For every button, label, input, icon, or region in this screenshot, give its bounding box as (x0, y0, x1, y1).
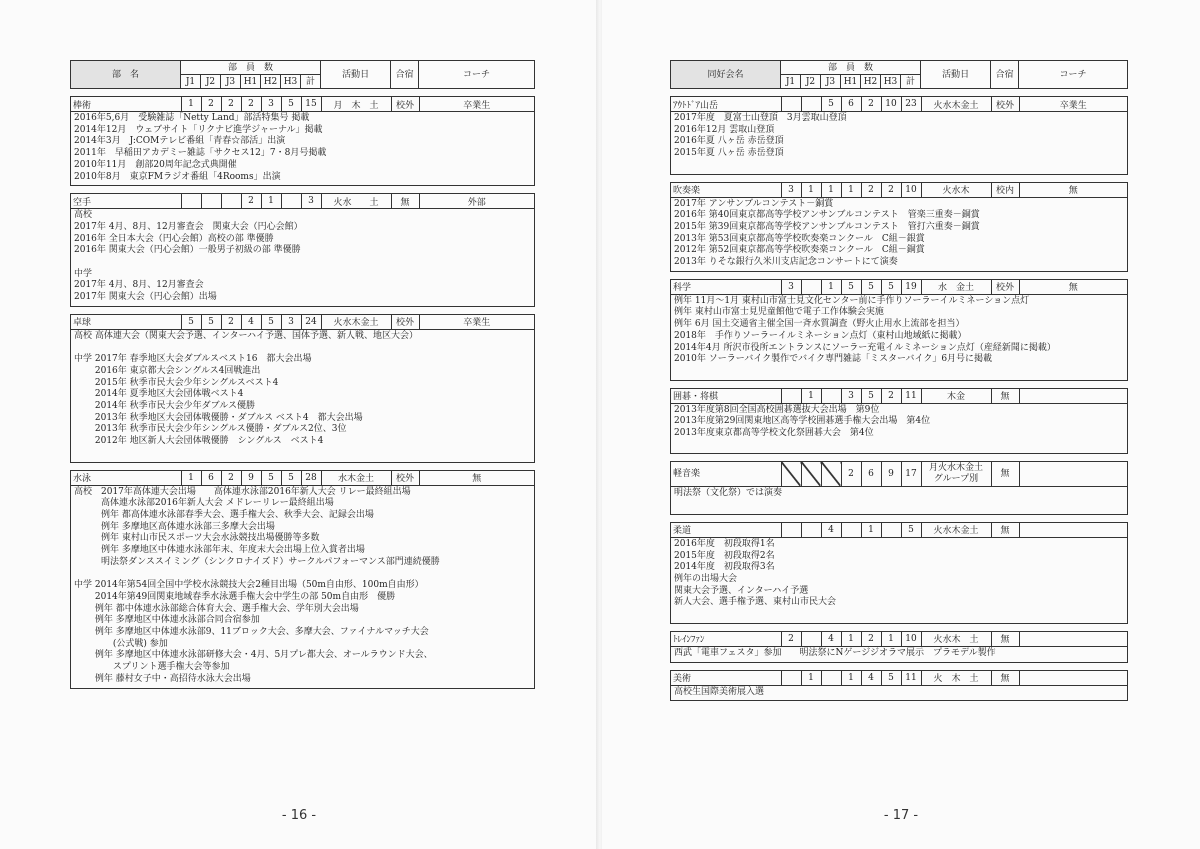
count-h3: 10 (881, 97, 901, 112)
achievement-line: 2010年 ソーラーバイク製作でバイク専門雑誌「ミスターバイク」6月号に掲載 (674, 354, 993, 365)
coach: 無 (419, 471, 534, 486)
achievement-line: 2014年12月 ウェブサイト「リクナビ進学ジャーナル」掲載 (74, 124, 323, 135)
activity-days: 水 金土 (921, 280, 991, 295)
count-j2 (801, 97, 821, 112)
count-h2: 5 (861, 280, 881, 295)
camp: 校外 (991, 97, 1019, 112)
count-h2: 4 (861, 671, 881, 686)
count-total: 15 (301, 97, 321, 112)
activity-days: 火水木 土 (921, 632, 991, 647)
coach: 卒業生 (419, 315, 534, 330)
achievement-line: (公式戦) 参加 (74, 638, 168, 649)
club-header-row (671, 523, 1127, 538)
count-j1 (781, 389, 801, 404)
activity-days: 火水木 (921, 183, 991, 198)
left-clubs (70, 96, 535, 689)
count-j3: 2 (221, 315, 241, 330)
count-j2 (801, 632, 821, 647)
count-total: 11 (901, 389, 921, 404)
achievement-line: 2014年4月 所沢市役所エントランスにソーラー充電イルミネーション点灯（産経新聞に掲載） (674, 342, 1056, 353)
achievement-line: 例年 東村山市民スポーツ大会水泳競技出場優勝等多数 (74, 533, 320, 544)
achievement-line: 2015年夏 八ヶ岳 赤岳登頂 (674, 148, 784, 159)
club-name: 柔道 (671, 523, 781, 538)
activity-days: 水木金土 (321, 471, 391, 486)
club-achievements (671, 198, 1127, 271)
count-total: 19 (901, 280, 921, 295)
count-h1: 2 (241, 194, 261, 209)
achievement-line: 例年 11月～1月 東村山市富士見文化センター前に手作りソーラーイルミネーション点灯 (674, 295, 1030, 306)
page-17 (602, 0, 1200, 849)
club-name: 吹奏楽 (671, 183, 781, 198)
achievement-line: 2016年 全日本大会（円心会館）高校の部 準優勝 (74, 233, 274, 244)
achievement-line: 高体連水泳部2016年新人大会 メドレーリレー最終組出場 (74, 498, 334, 509)
club-achievements (671, 686, 1127, 701)
count-j1 (781, 523, 801, 538)
count-h1: 6 (841, 97, 861, 112)
achievement-line (74, 448, 531, 460)
header-table-right (670, 60, 1128, 89)
club-block (70, 96, 535, 186)
achievement-line: スプリント選手権大会等参加 (74, 662, 230, 673)
achievement-line (74, 257, 531, 269)
achievement-line: 例年 藤村女子中・高招待水泳大会出場 (74, 673, 251, 684)
count-h1: 2 (241, 97, 261, 112)
achievement-line: 2010年8月 東京FMラジオ番組「4Rooms」出演 (74, 171, 281, 182)
count-j3: 2 (221, 471, 241, 486)
camp: 校外 (391, 471, 419, 486)
count-h1: 9 (241, 471, 261, 486)
club-achievements (71, 112, 534, 185)
club-achievements (71, 330, 534, 462)
count-h3: 2 (881, 183, 901, 198)
col-h3: H3 (281, 75, 301, 89)
count-j3: 5 (821, 97, 841, 112)
count-h2: 1 (861, 523, 881, 538)
club-name: 水泳 (71, 471, 181, 486)
club-block (70, 314, 535, 463)
camp: 校外 (391, 315, 419, 330)
camp: 無 (991, 523, 1019, 538)
count-total: 23 (901, 97, 921, 112)
club-header-row (71, 315, 534, 330)
club-achievements (71, 209, 534, 306)
achievement-line: 西武「電車フェスタ」参加 明法祭にNゲージジオラマ展示 プラモデル製作 (674, 647, 996, 658)
hobby-name-header: 同好会名 (671, 61, 781, 89)
coach (1019, 462, 1127, 487)
achievement-line: 2017年 4月、8月、12月審査会 (74, 280, 204, 291)
achievement-line: 高校 高体連大会（関東大会予選、インターハイ予選、国体予選、新人戦、地区大会） (74, 330, 419, 341)
camp: 無 (391, 194, 419, 209)
achievement-line (674, 366, 1124, 378)
achievement-line: 関東大会予選、インターハイ予選 (674, 585, 809, 596)
count-j2 (801, 523, 821, 538)
achievement-line: 高校生国際美術展入選 (674, 686, 765, 697)
club-header-row (71, 97, 534, 112)
page-number: - 17 - (883, 808, 919, 823)
col-total: 計 (301, 75, 321, 89)
coach (1019, 523, 1127, 538)
club-header-row (71, 194, 534, 209)
club-header-row (671, 280, 1127, 295)
count-h3 (881, 523, 901, 538)
coach-header: コーチ (1019, 61, 1128, 89)
count-h3: 1 (881, 632, 901, 647)
col-j1: J1 (181, 75, 201, 89)
achievement-line: 2016年 関東大会（円心会館）一般男子初級の部 準優勝 (74, 245, 301, 256)
achievement-line: 高校 2017年高体連大会出場 高体連水泳部2016年新人大会 リレー最終組出場 (74, 486, 411, 497)
club-achievements (671, 295, 1127, 380)
club-name: ﾄﾚｲﾝﾌｧﾝ (671, 632, 781, 647)
count-j3: 4 (821, 632, 841, 647)
count-j2: 1 (801, 671, 821, 686)
club-achievements (671, 112, 1127, 174)
count-j2: 6 (201, 471, 221, 486)
count-j3: 4 (821, 523, 841, 538)
count-j1: 2 (781, 632, 801, 647)
col-j2: J2 (201, 75, 221, 89)
achievement-line: 2013年 秋季地区大会団体戦優勝・ダブルス ベスト4 都大会出場 (74, 412, 363, 423)
count-h2: 3 (261, 97, 281, 112)
club-block (670, 631, 1128, 663)
club-list-right (670, 60, 1128, 708)
count-total: 5 (901, 523, 921, 538)
col-j1: J1 (781, 75, 801, 89)
count-j2 (201, 194, 221, 209)
count-j3-slash (821, 462, 841, 487)
achievement-line: 例年 多摩地区中体連水泳部研修大会・4月、5月プレ都大会、オールラウンド大会、 (74, 650, 433, 661)
activity-days: 月火水木金土 グループ別 (921, 462, 991, 487)
achievement-line: 例年 多摩地区中体連水泳部年末、年度末大会出場上位入賞者出場 (74, 545, 365, 556)
achievement-line (674, 160, 1124, 172)
count-j3: 1 (821, 183, 841, 198)
club-header-row (671, 671, 1127, 686)
count-h3: 9 (881, 462, 901, 487)
club-achievements (671, 487, 1127, 513)
club-name: 空手 (71, 194, 181, 209)
achievement-line: 2012年 第52回東京都高等学校吹奏楽コンクール C組－銅賞 (674, 245, 925, 256)
achievement-line: 2017年 関東大会（円心会館）出場 (74, 292, 217, 303)
members-header: 部 員 数 (781, 61, 921, 75)
count-j3 (221, 194, 241, 209)
camp: 無 (991, 671, 1019, 686)
achievement-line (74, 343, 531, 355)
club-achievements (671, 538, 1127, 623)
achievement-line: 2015年度 初段取得2名 (674, 550, 775, 561)
count-h1: 1 (841, 183, 861, 198)
col-h1: H1 (841, 75, 861, 89)
count-j3: 2 (221, 97, 241, 112)
col-h2: H2 (861, 75, 881, 89)
camp: 無 (991, 632, 1019, 647)
club-name: 軽音楽 (671, 462, 781, 487)
camp: 校外 (991, 280, 1019, 295)
header-table-left (70, 60, 535, 89)
achievement-line: 中学 2014年第54回全国中学校水泳競技大会2種目出場（50m自由形、100m自由形） (74, 580, 424, 591)
club-header-row (671, 97, 1127, 112)
count-h3: 3 (281, 315, 301, 330)
members-header: 部 員 数 (181, 61, 321, 75)
count-h1: 5 (841, 280, 861, 295)
achievement-line (674, 609, 1124, 621)
activity-days: 火水木金土 (321, 315, 391, 330)
club-name: 棒術 (71, 97, 181, 112)
count-j2 (801, 280, 821, 295)
achievement-line: 2013年度第8回全国高校囲碁選抜大会出場 第9位 (674, 404, 880, 415)
achievement-line: 2011年 早稲田アカデミー雑誌「サクセス12」7・8月号掲載 (74, 148, 327, 159)
club-header-row (671, 462, 1127, 487)
count-h2: 2 (861, 632, 881, 647)
col-total: 計 (901, 75, 921, 89)
col-j3: J3 (821, 75, 841, 89)
count-h3: 5 (281, 471, 301, 486)
achievement-line: 中学 2017年 春季地区大会ダブルスベスト16 都大会出場 (74, 354, 312, 365)
club-header-row (71, 471, 534, 486)
count-j1 (181, 194, 201, 209)
achievement-line: 例年 多摩地区高体連水泳部三多摩大会出場 (74, 521, 275, 532)
count-h2: 6 (861, 462, 881, 487)
days-header: 活動日 (921, 61, 991, 89)
club-name: 美術 (671, 671, 781, 686)
achievement-line: 高校 (74, 210, 93, 221)
achievement-line: 2015年 秋季市民大会少年シングルスベスト4 (74, 377, 279, 388)
activity-days: 月 木 土 (321, 97, 391, 112)
club-name: ｱｳﾄﾄﾞｱ山岳 (671, 97, 781, 112)
camp-header: 合宿 (391, 61, 419, 89)
club-name-header: 部 名 (71, 61, 181, 89)
count-h3: 2 (881, 389, 901, 404)
count-j2: 1 (801, 389, 821, 404)
club-block (670, 96, 1128, 175)
coach: 無 (1019, 183, 1127, 198)
achievement-line: 2013年 りそな銀行久米川支店記念コンサートにて演奏 (674, 257, 898, 268)
achievement-line: 2013年 秋季市民大会少年シングルス優勝・ダブルス2位、3位 (74, 424, 347, 435)
count-h3 (281, 194, 301, 209)
page-number: - 16 - (281, 808, 317, 823)
activity-days: 火水 土 (321, 194, 391, 209)
count-j1: 5 (181, 315, 201, 330)
coach: 卒業生 (1019, 97, 1127, 112)
count-j1: 3 (781, 280, 801, 295)
count-j1: 1 (181, 97, 201, 112)
club-block (670, 522, 1128, 624)
camp: 無 (991, 389, 1019, 404)
achievement-line: 2016年12月 雲取山登頂 (674, 124, 775, 135)
achievement-line (674, 440, 1124, 452)
achievement-line: 例年の出場大会 (674, 573, 738, 584)
club-achievements (671, 647, 1127, 662)
count-h2: 5 (261, 315, 281, 330)
count-total: 11 (901, 671, 921, 686)
achievement-line: 2016年5,6月 受験雑誌「Netty Land」部活特集号 掲載 (74, 113, 310, 123)
achievement-line (74, 569, 531, 581)
achievement-line: 2016年 東京都大会シングルス4回戦進出 (74, 365, 261, 376)
achievement-line: 2016年 第40回東京都高等学校アンサンブルコンテスト 管楽三重奏－銅賞 (674, 210, 980, 221)
right-clubs (670, 96, 1128, 701)
count-total: 17 (901, 462, 921, 487)
club-name: 卓球 (71, 315, 181, 330)
club-block (670, 279, 1128, 381)
count-h2: 2 (861, 97, 881, 112)
achievement-line: 2013年 第53回東京都高等学校吹奏楽コンクール C組－銀賞 (674, 233, 925, 244)
club-header-row (671, 632, 1127, 647)
count-j1 (781, 671, 801, 686)
coach (1019, 389, 1127, 404)
count-j2: 1 (801, 183, 821, 198)
achievement-line: 明法祭ダンススイミング（シンクロナイズド）サークルパフォーマンス部門連続優勝 (74, 556, 440, 567)
achievement-line (674, 500, 1124, 512)
activity-days: 火水木金土 (921, 523, 991, 538)
club-name: 囲碁・将棋 (671, 389, 781, 404)
col-h2: H2 (261, 75, 281, 89)
coach-header: コーチ (419, 61, 535, 89)
achievement-line: 2014年 夏季地区大会団体戦ベスト4 (74, 389, 244, 400)
count-j3: 1 (821, 280, 841, 295)
achievement-line: 例年 都中体連水泳部総合体育大会、選手権大会、学年別大会出場 (74, 603, 359, 614)
achievement-line: 2017年度 夏富士山登頂 3月雲取山登頂 (674, 113, 847, 123)
col-j3: J3 (221, 75, 241, 89)
achievement-line: 新人大会、選手権予選、東村山市民大会 (674, 597, 837, 608)
achievement-line: 2010年11月 創部20周年記念式典開催 (74, 159, 237, 170)
count-j2-slash (801, 462, 821, 487)
achievement-line: 例年 東村山市富士見児童館他で電子工作体験会実施 (674, 307, 884, 318)
club-block (70, 193, 535, 307)
activity-days: 木金 (921, 389, 991, 404)
col-h3: H3 (881, 75, 901, 89)
achievement-line: 例年 多摩地区中体連水泳部合同合宿参加 (74, 615, 260, 626)
page-16 (0, 0, 598, 849)
count-h1 (841, 523, 861, 538)
count-j1: 1 (181, 471, 201, 486)
activity-days: 火 木 土 (921, 671, 991, 686)
coach: 外部 (419, 194, 534, 209)
col-h1: H1 (241, 75, 261, 89)
count-h3: 5 (281, 97, 301, 112)
achievement-line: 2012年 地区新人大会団体戦優勝 シングルス ベスト4 (74, 436, 324, 447)
achievement-line: 例年 都高体連水泳部春季大会、選手権大会、秋季大会、記録会出場 (74, 509, 374, 520)
club-header-row (671, 389, 1127, 404)
club-name: 科学 (671, 280, 781, 295)
achievement-line: 2013年度東京都高等学校文化祭囲碁大会 第4位 (674, 428, 874, 439)
count-total: 28 (301, 471, 321, 486)
coach: 無 (1019, 280, 1127, 295)
club-list-left (70, 60, 535, 696)
club-block (670, 182, 1128, 272)
count-h1: 4 (241, 315, 261, 330)
achievement-line: 例年 多摩地区中体連水泳部9、11ブロック大会、多摩大会、ファイナルマッチ大会 (74, 627, 429, 638)
count-total: 3 (301, 194, 321, 209)
camp: 校外 (391, 97, 419, 112)
achievement-line: 2013年度第29回関東地区高等学校囲碁選手権大会出場 第4位 (674, 416, 931, 427)
club-block (670, 461, 1128, 514)
count-h2: 2 (861, 183, 881, 198)
achievement-line: 2014年 秋季市民大会少年ダブルス優勝 (74, 401, 255, 412)
camp: 校内 (991, 183, 1019, 198)
achievement-line: 2014年第49回関東地域春季水泳選手権大会中学生の部 50m自由形 優勝 (74, 591, 396, 602)
col-j2: J2 (801, 75, 821, 89)
achievement-line: 例年 6月 国土交通省主催全国一斉水質調査（野火止用水上流部を担当） (674, 319, 965, 330)
count-total: 10 (901, 632, 921, 647)
coach (1019, 632, 1127, 647)
count-j1: 3 (781, 183, 801, 198)
camp-header: 合宿 (991, 61, 1019, 89)
count-h1: 1 (841, 632, 861, 647)
count-j1 (781, 97, 801, 112)
count-h2: 5 (861, 389, 881, 404)
count-h3: 5 (881, 671, 901, 686)
achievement-line: 明法祭（文化祭）では演奏 (674, 488, 783, 499)
achievement-line: 2014年度 初段取得3名 (674, 562, 775, 573)
activity-days: 火水木金土 (921, 97, 991, 112)
club-achievements (71, 486, 534, 688)
achievement-line: 中学 (74, 268, 93, 279)
count-h1: 3 (841, 389, 861, 404)
club-header-row (671, 183, 1127, 198)
count-j2: 2 (201, 97, 221, 112)
count-h3: 5 (881, 280, 901, 295)
achievement-line: 2016年夏 八ヶ岳 赤岳登頂 (674, 136, 784, 147)
coach: 卒業生 (419, 97, 534, 112)
count-total: 24 (301, 315, 321, 330)
club-block (70, 470, 535, 689)
achievement-line: 2017年 4月、8月、12月審査会 関東大会（円心会館） (74, 221, 303, 232)
club-block (670, 388, 1128, 455)
count-total: 10 (901, 183, 921, 198)
camp: 無 (991, 462, 1019, 487)
count-j3 (821, 671, 841, 686)
count-h1: 1 (841, 671, 861, 686)
achievement-line: 2018年 手作りソーラーイルミネーション点灯（東村山地域紙に掲載） (674, 330, 967, 341)
achievement-line: 2016年度 初段取得1名 (674, 538, 775, 549)
achievement-line: 2015年 第39回東京都高等学校アンサンブルコンテスト 管打六重奏－銅賞 (674, 221, 980, 232)
count-h2: 1 (261, 194, 281, 209)
coach (1019, 671, 1127, 686)
count-h1: 2 (841, 462, 861, 487)
count-h2: 5 (261, 471, 281, 486)
club-achievements (671, 404, 1127, 454)
count-j2: 5 (201, 315, 221, 330)
club-block (670, 670, 1128, 702)
achievement-line: 2014年3月 J:COMテレビ番組「青春☆部活」出演 (74, 136, 286, 147)
achievement-line: 2017年 アンサンブルコンテスト－銅賞 (674, 198, 834, 209)
days-header: 活動日 (321, 61, 391, 89)
count-j3 (821, 389, 841, 404)
count-j1-slash (781, 462, 801, 487)
